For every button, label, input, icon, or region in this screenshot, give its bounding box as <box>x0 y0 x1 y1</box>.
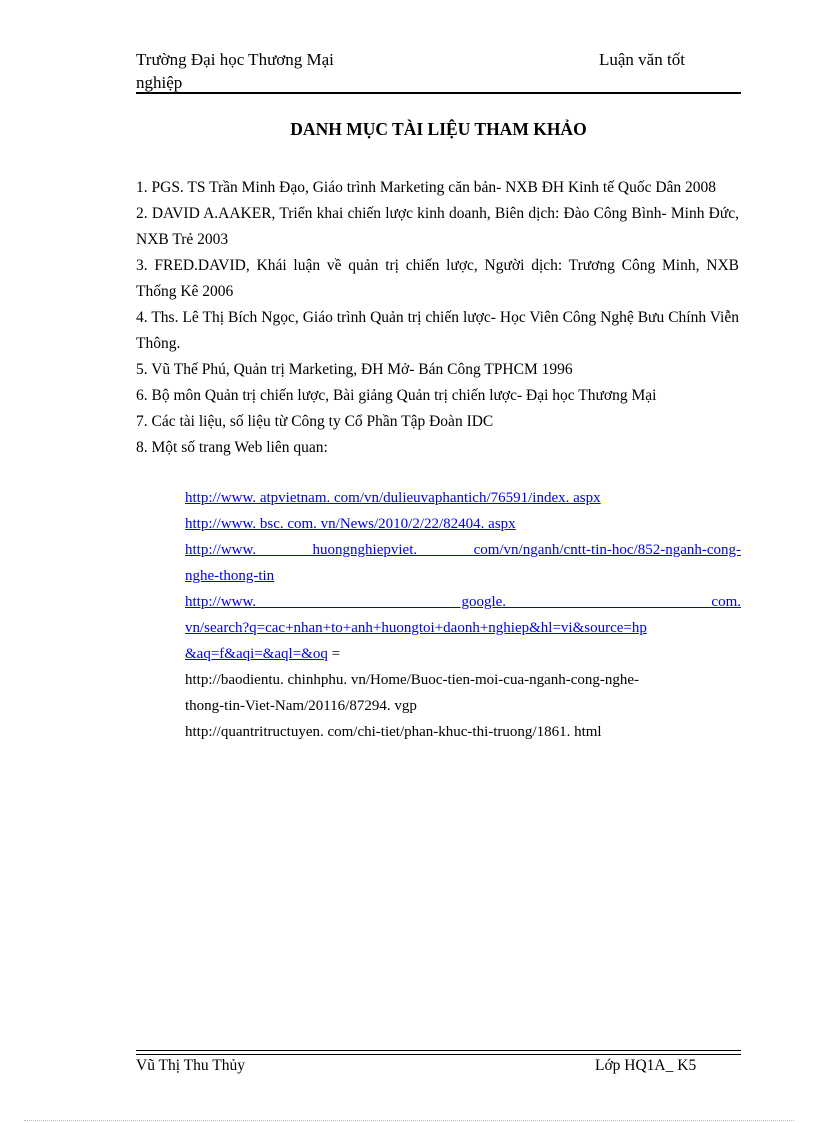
header-school <box>136 48 334 94</box>
web-link-continuation[interactable]: vn/search?q=cac+nhan+to+anh+huongtoi+daonh+nghiep&hl=vi&source=hp <box>185 620 647 636</box>
reference-list <box>136 175 739 461</box>
header-divider <box>136 92 741 94</box>
web-link-continuation-row <box>185 641 741 667</box>
reference-item: 7. Các tài liệu, số liệu từ Công ty Cổ Phần Tập Đoàn IDC <box>136 413 494 430</box>
reference-item: 4. Ths. Lê Thị Bích Ngọc, Giáo trình Quản trị chiến lược- Học Viên Công Nghệ Bưu Chính Viễn Thông. <box>136 309 739 352</box>
web-link-continuation[interactable]: nghe-thong-tin <box>185 568 275 584</box>
header-school-line1: Trường Đại học Thương Mại <box>136 50 334 69</box>
web-link[interactable]: http://www. google. com. <box>185 594 741 610</box>
web-link-plain: http://baodientu. chinhphu. vn/Home/Buoc-tien-moi-cua-nganh-cong-nghe- <box>185 672 640 688</box>
web-link-list <box>185 485 741 745</box>
page-footer <box>136 1055 741 1079</box>
link-suffix: = <box>331 646 341 662</box>
web-link[interactable]: http://www. bsc. com. vn/News/2010/2/22/82404. aspx <box>185 516 516 532</box>
page-header <box>136 48 741 94</box>
header-school-line2: nghiệp <box>136 73 183 92</box>
web-link-plain: http://quantritructuyen. com/chi-tiet/phan-khuc-thi-truong/1861. html <box>185 724 602 740</box>
reference-item: 6. Bộ môn Quản trị chiến lược, Bài giảng Quản trị chiến lược- Đại học Thương Mại <box>136 387 657 404</box>
reference-item: 2. DAVID A.AAKER, Triển khai chiến lược kinh doanh, Biên dịch: Đào Công Bình- Minh Đức, NXB Trẻ 2003 <box>136 205 739 248</box>
reference-item: 1. PGS. TS Trần Minh Đạo, Giáo trình Marketing căn bản- NXB ĐH Kinh tế Quốc Dân 2008 <box>136 179 717 196</box>
web-link-continuation[interactable]: &aq=f&aqi=&aql=&oq <box>185 646 328 662</box>
footer-divider-top <box>136 1050 741 1051</box>
reference-item: 3. FRED.DAVID, Khái luận về quản trị chiến lược, Người dịch: Trương Công Minh, NXB Thống Kê 2006 <box>136 257 739 300</box>
footer-class: Lớp HQ1A_ K5 <box>595 1057 697 1074</box>
page-edge-dotted-line <box>24 1120 794 1121</box>
web-link[interactable]: http://www. huongnghiepviet. com/vn/nganh/cntt-tin-hoc/852-nganh-cong- <box>185 542 741 558</box>
header-thesis-label: Luận văn tốt <box>599 50 685 69</box>
web-link-plain-continuation: thong-tin-Viet-Nam/20116/87294. vgp <box>185 698 417 714</box>
reference-item: 5. Vũ Thế Phú, Quản trị Marketing, ĐH Mở- Bán Công TPHCM 1996 <box>136 361 573 378</box>
reference-item: 8. Một số trang Web liên quan: <box>136 439 328 456</box>
page-title: DANH MỤC TÀI LIỆU THAM KHẢO <box>290 119 587 139</box>
footer-author: Vũ Thị Thu Thủy <box>136 1057 245 1074</box>
web-link[interactable]: http://www. atpvietnam. com/vn/dulieuvaphantich/76591/index. aspx <box>185 490 601 506</box>
